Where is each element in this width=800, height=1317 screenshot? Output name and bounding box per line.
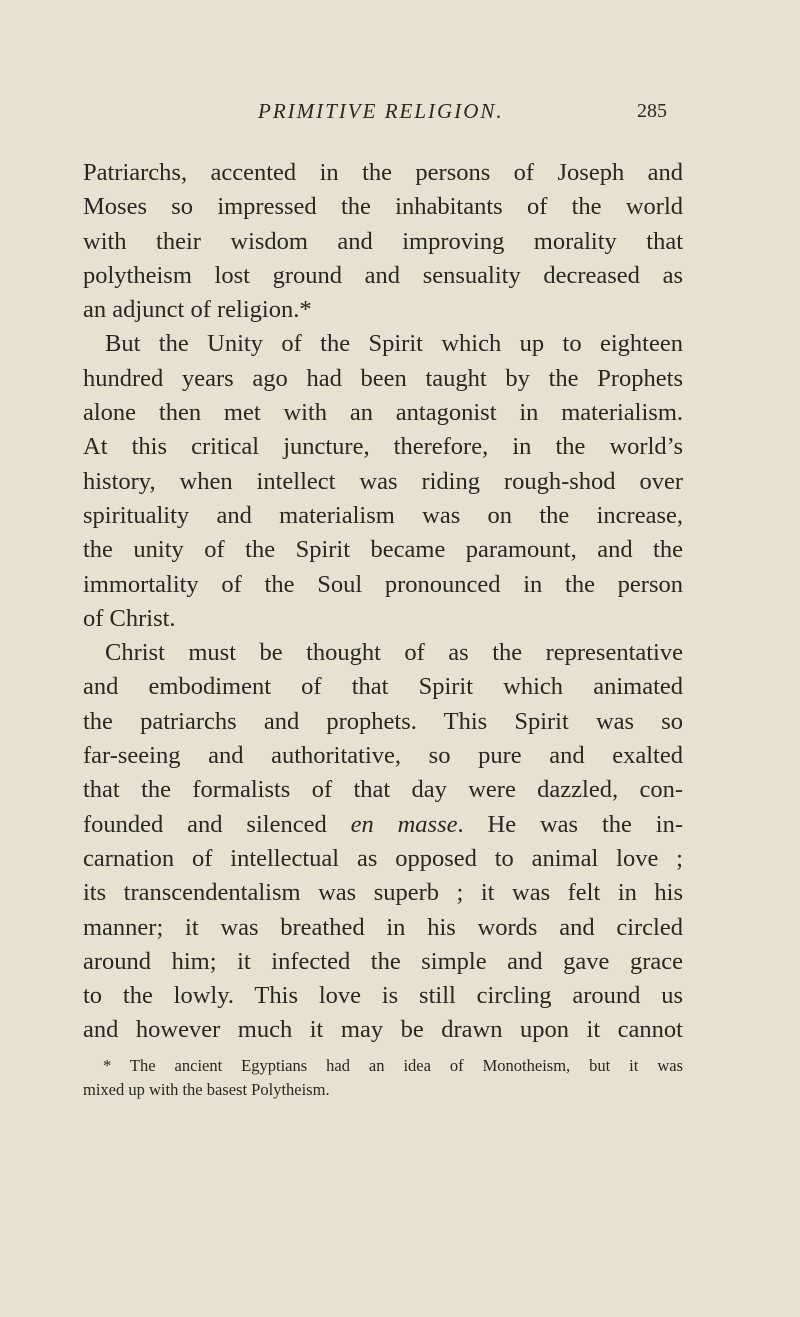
footnote-line: * The ancient Egyptians had an idea of Monotheism, but it was — [103, 1056, 683, 1075]
text-line: and embodiment of that Spirit which animated — [83, 673, 683, 701]
text-line: immortality of the Soul pronounced in the person — [83, 570, 683, 598]
text-line: But the Unity of the Spirit which up to eighteen — [105, 330, 683, 358]
text-line: to the lowly. This love is still circling around us — [83, 982, 683, 1010]
text-line: hundred years ago had been taught by the Prophets — [83, 364, 683, 392]
text-line: an adjunct of religion.* — [83, 296, 312, 324]
text-line: founded and silenced en masse. He was the in- — [83, 810, 683, 838]
text-line: around him; it infected the simple and gave grace — [83, 947, 683, 975]
text-line: its transcendentalism was superb ; it was felt in his — [83, 879, 683, 907]
text-line: alone then met with an antagonist in materialism. — [83, 399, 683, 427]
text-line: carnation of intellectual as opposed to animal love ; — [83, 844, 683, 872]
text-line: and however much it may be drawn upon it cannot — [83, 1016, 683, 1044]
text-line: Christ must be thought of as the representative — [105, 639, 683, 667]
footnote — [83, 1054, 683, 1102]
text-line: spirituality and materialism was on the increase, — [83, 501, 683, 529]
text-line: far-seeing and authoritative, so pure and exalted — [83, 742, 683, 770]
body-text — [83, 156, 683, 1048]
text-line: the patriarchs and prophets. This Spirit was so — [83, 707, 683, 735]
text-line: manner; it was breathed in his words and circled — [83, 913, 683, 941]
running-head-title: PRIMITIVE RELIGION. — [258, 99, 504, 123]
text-line: At this critical juncture, therefore, in the world’s — [83, 433, 683, 461]
text-line: polytheism lost ground and sensuality decreased as — [83, 261, 683, 289]
text-line: that the formalists of that day were dazzled, con- — [83, 776, 683, 804]
footnote-line: mixed up with the basest Polytheism. — [83, 1080, 330, 1099]
text-line: the unity of the Spirit became paramount, and the — [83, 536, 683, 564]
text-line: Patriarchs, accented in the persons of Joseph and — [83, 159, 683, 186]
text-line: of Christ. — [83, 604, 176, 632]
italic-phrase: en masse — [350, 810, 458, 838]
text-line: Moses so impressed the inhabitants of the world — [83, 193, 683, 221]
text-line: history, when intellect was riding rough-shod over — [83, 467, 683, 495]
running-head — [0, 96, 800, 126]
text-line: with their wisdom and improving morality that — [83, 227, 683, 255]
page-number: 285 — [637, 100, 667, 122]
